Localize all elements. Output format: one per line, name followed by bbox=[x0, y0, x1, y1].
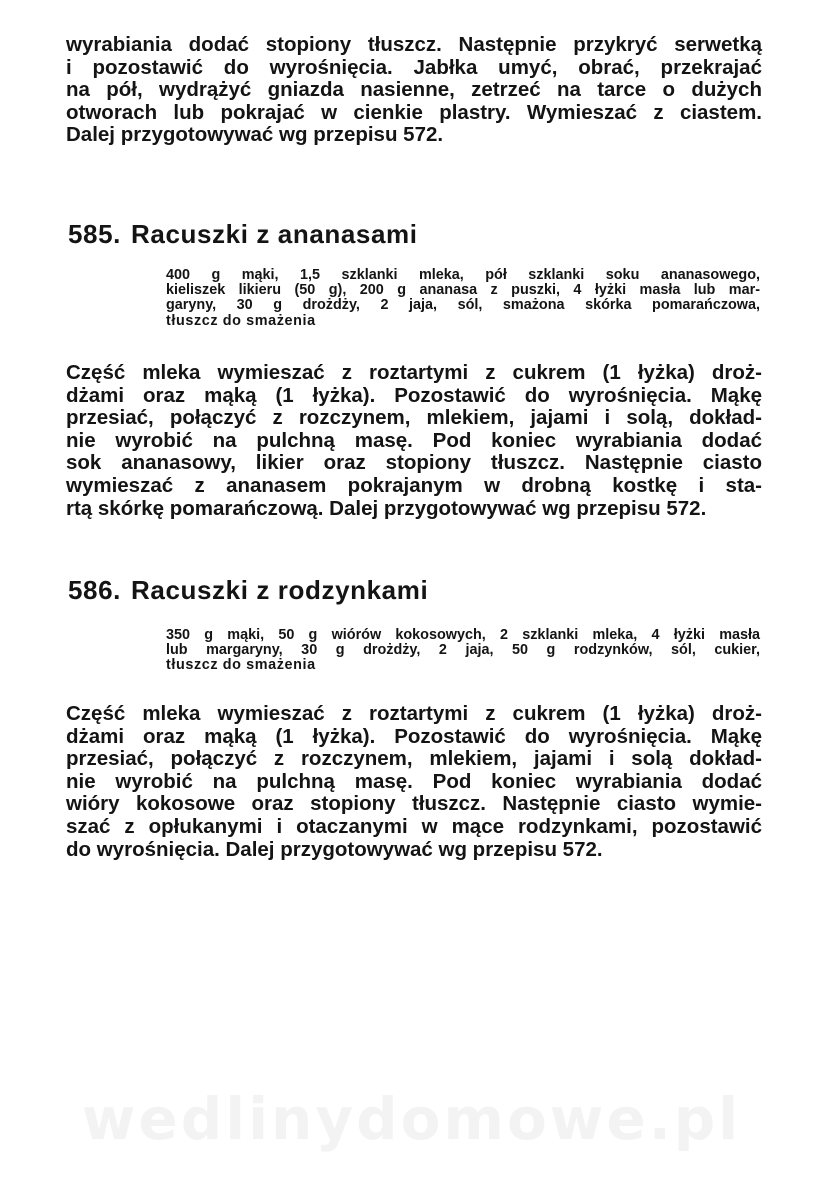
recipe-586-heading bbox=[68, 575, 428, 605]
recipe-585-title: Racuszki z ananasami bbox=[131, 219, 418, 249]
intro-paragraph bbox=[66, 34, 762, 147]
watermark: wedlinydomowe.pl bbox=[81, 1085, 742, 1153]
instruction-line: Część mleka wymieszać z roztartymi z cukrem (1 łyżka) droż- bbox=[66, 361, 762, 384]
instruction-line: do wyrośnięcia. Dalej przygotowywać wg przepisu 572. bbox=[66, 837, 603, 861]
ingredient-line: kieliszek likieru (50 g), 200 g ananasa z puszki, 4 łyżki masła lub mar- bbox=[166, 282, 760, 299]
instruction-line: dżami oraz mąką (1 łyżka). Pozostawić do wyrośnięcia. Mąkę bbox=[66, 383, 762, 407]
ingredient-line: tłuszcz do smażenia bbox=[166, 657, 316, 674]
intro-line: Dalej przygotowywać wg przepisu 572. bbox=[66, 123, 444, 147]
instruction-line: Część mleka wymieszać z roztartymi z cukrem (1 łyżka) droż- bbox=[66, 702, 762, 725]
intro-line: na pół, wydrążyć gniazda nasienne, zetrzeć na tarce o dużych bbox=[66, 78, 762, 102]
intro-line: otworach lub pokrajać w cienkie plastry. Wymieszać z ciastem. bbox=[66, 100, 762, 124]
ingredient-line: 400 g mąki, 1,5 szklanki mleka, pół szklanki soku ananasowego, bbox=[166, 267, 760, 283]
recipe-586-ingredients bbox=[166, 628, 760, 674]
instruction-line: rtą skórkę pomarańczową. Dalej przygotowywać wg przepisu 572. bbox=[66, 496, 707, 520]
instruction-line: przesiać, połączyć z rozczynem, mlekiem, jajami i solą dokład- bbox=[66, 747, 762, 771]
recipe-585-number: 585. bbox=[68, 219, 122, 249]
instruction-line: wymieszać z ananasem pokrajanym w drobną kostkę i sta- bbox=[66, 473, 762, 497]
intro-line: wyrabiania dodać stopiony tłuszcz. Następnie przykryć serwetką bbox=[66, 33, 762, 56]
instruction-line: przesiać, połączyć z rozczynem, mlekiem, jajami i solą, dokład- bbox=[66, 406, 762, 430]
recipe-585-instructions bbox=[66, 362, 762, 520]
instruction-line: szać z opłukanymi i otaczanymi w mące rodzynkami, pozostawić bbox=[66, 814, 762, 838]
ingredient-line: garyny, 30 g drożdży, 2 jaja, sól, smażona skórka pomarańczowa, bbox=[166, 297, 760, 314]
recipe-585-ingredients bbox=[166, 268, 760, 329]
ingredient-line: tłuszcz do smażenia bbox=[166, 312, 316, 329]
recipe-586-number: 586. bbox=[68, 575, 122, 605]
recipe-586-instructions bbox=[66, 703, 762, 861]
instruction-line: nie wyrobić na pulchną masę. Pod koniec wyrabiania dodać bbox=[66, 769, 762, 793]
ingredient-line: 350 g mąki, 50 g wiórów kokosowych, 2 szklanki mleka, 4 łyżki masła bbox=[166, 627, 760, 643]
instruction-line: wióry kokosowe oraz stopiony tłuszcz. Następnie ciasto wymie- bbox=[66, 792, 762, 816]
recipe-586-title: Racuszki z rodzynkami bbox=[131, 575, 429, 605]
instruction-line: sok ananasowy, likier oraz stopiony tłuszcz. Następnie ciasto bbox=[66, 451, 762, 475]
instruction-line: nie wyrobić na pulchną masę. Pod koniec wyrabiania dodać bbox=[66, 428, 762, 452]
intro-line: i pozostawić do wyrośnięcia. Jabłka umyć, obrać, przekrajać bbox=[66, 55, 762, 79]
ingredient-line: lub margaryny, 30 g drożdży, 2 jaja, 50 g rodzynków, sól, cukier, bbox=[166, 642, 760, 659]
instruction-line: dżami oraz mąką (1 łyżka). Pozostawić do wyrośnięcia. Mąkę bbox=[66, 724, 762, 748]
recipe-585-heading bbox=[68, 219, 418, 249]
